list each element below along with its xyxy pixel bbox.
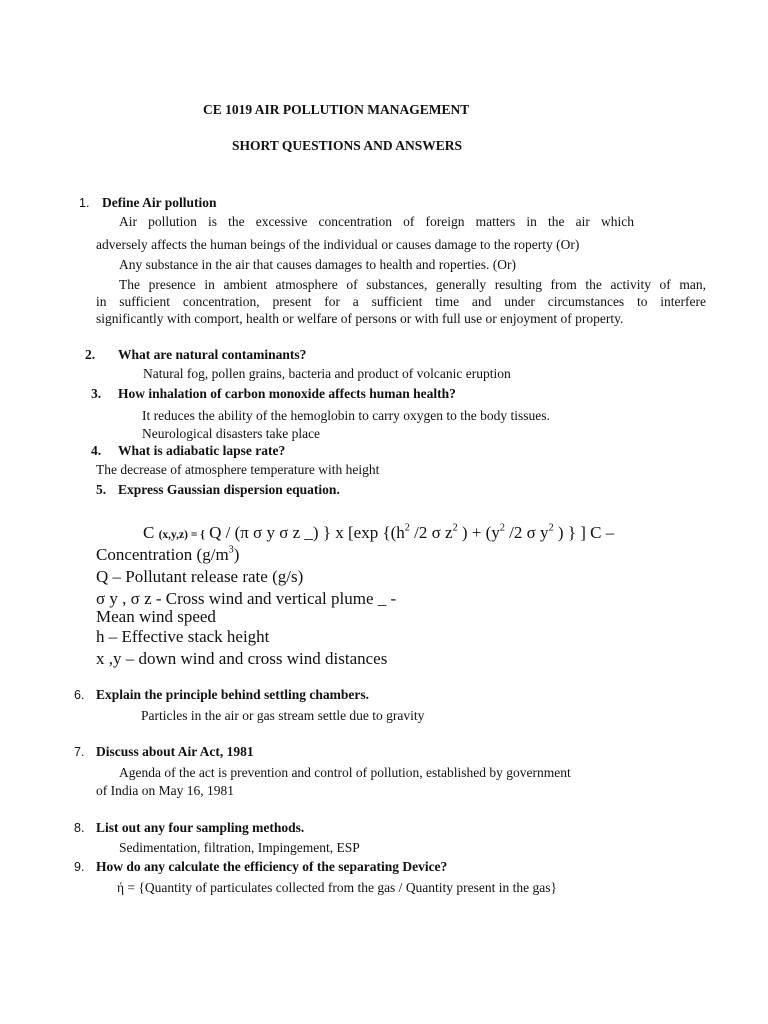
answer-7-line-2: of India on May 16, 1981: [96, 783, 234, 798]
question-number: 3.: [91, 386, 102, 401]
answer-1-line-2: adversely affects the human beings of the individual or causes damage to the roperty (Or): [96, 237, 580, 252]
question-8: List out any four sampling methods.: [96, 820, 305, 835]
answer-3-line-1: It reduces the ability of the hemoglobin to carry oxygen to the body tissues.: [142, 408, 550, 423]
answer-1-line-4: The presence in ambient atmosphere of substances, generally resulting from the activity of man,: [119, 277, 706, 292]
answer-1-line-1: Air pollution is the excessive concentration of foreign matters in the air which: [119, 214, 634, 229]
sigma-definition: σ y , σ z - Cross wind and vertical plume _ -: [96, 589, 397, 608]
xy-definition: x ,y – down wind and cross wind distances: [96, 649, 388, 668]
answer-1-line-5: in sufficient concentration, present for a sufficient time and under circumstances to interfere: [96, 294, 706, 309]
answer-6: Particles in the air or gas stream settle due to gravity: [141, 708, 425, 723]
answer-3-line-2: Neurological disasters take place: [142, 426, 321, 441]
question-3: How inhalation of carbon monoxide affects human health?: [118, 386, 456, 401]
question-number: 5.: [96, 482, 107, 497]
question-6: Explain the principle behind settling chambers.: [96, 687, 370, 702]
question-number: 9.: [74, 860, 85, 874]
answer-4: The decrease of atmosphere temperature with height: [96, 462, 380, 477]
answer-9: ή = {Quantity of particulates collected from the gas / Quantity present in the gas}: [117, 880, 558, 895]
question-9: How do any calculate the efficiency of the separating Device?: [96, 859, 448, 874]
h-definition: h – Effective stack height: [96, 627, 270, 646]
document-subtitle: SHORT QUESTIONS AND ANSWERS: [232, 138, 462, 153]
answer-8: Sedimentation, filtration, Impingement, ESP: [119, 840, 360, 855]
concentration-definition: Concentration $(g/m^3)$: [96, 544, 240, 564]
question-7: Discuss about Air Act, 1981: [96, 744, 254, 759]
answer-1-line-6: significantly with comport, health or welfare of persons or with full use or enjoyment of property.: [96, 311, 624, 326]
question-1: Define Air pollution: [102, 195, 217, 210]
question-4: What is adiabatic lapse rate?: [118, 443, 286, 458]
question-number: 7.: [74, 745, 85, 759]
gaussian-equation: C (x,y,z) = { Q / (π σ y σ z _) } x [exp {($h^2$ /2 σ $z^2$ ) + ($y^2$ /2 σ $y^2$ ) } ] C –: [143, 522, 615, 542]
answer-7-line-1: Agenda of the act is prevention and control of pollution, established by government: [119, 765, 571, 780]
question-2: What are natural contaminants?: [118, 347, 307, 362]
wind-speed-definition: Mean wind speed: [96, 607, 216, 626]
document-title: CE 1019 AIR POLLUTION MANAGEMENT: [203, 102, 470, 117]
q-definition: Q – Pollutant release rate (g/s): [96, 567, 304, 586]
question-number: 1.: [79, 196, 90, 210]
answer-2: Natural fog, pollen grains, bacteria and product of volcanic eruption: [143, 366, 511, 381]
question-5: Express Gaussian dispersion equation.: [118, 482, 340, 497]
answer-1-line-3: Any substance in the air that causes damages to health and roperties. (Or): [119, 257, 516, 272]
question-number: 4.: [91, 443, 102, 458]
question-number: 6.: [74, 688, 85, 702]
question-number: 8.: [74, 821, 85, 835]
question-number: 2.: [85, 347, 96, 362]
